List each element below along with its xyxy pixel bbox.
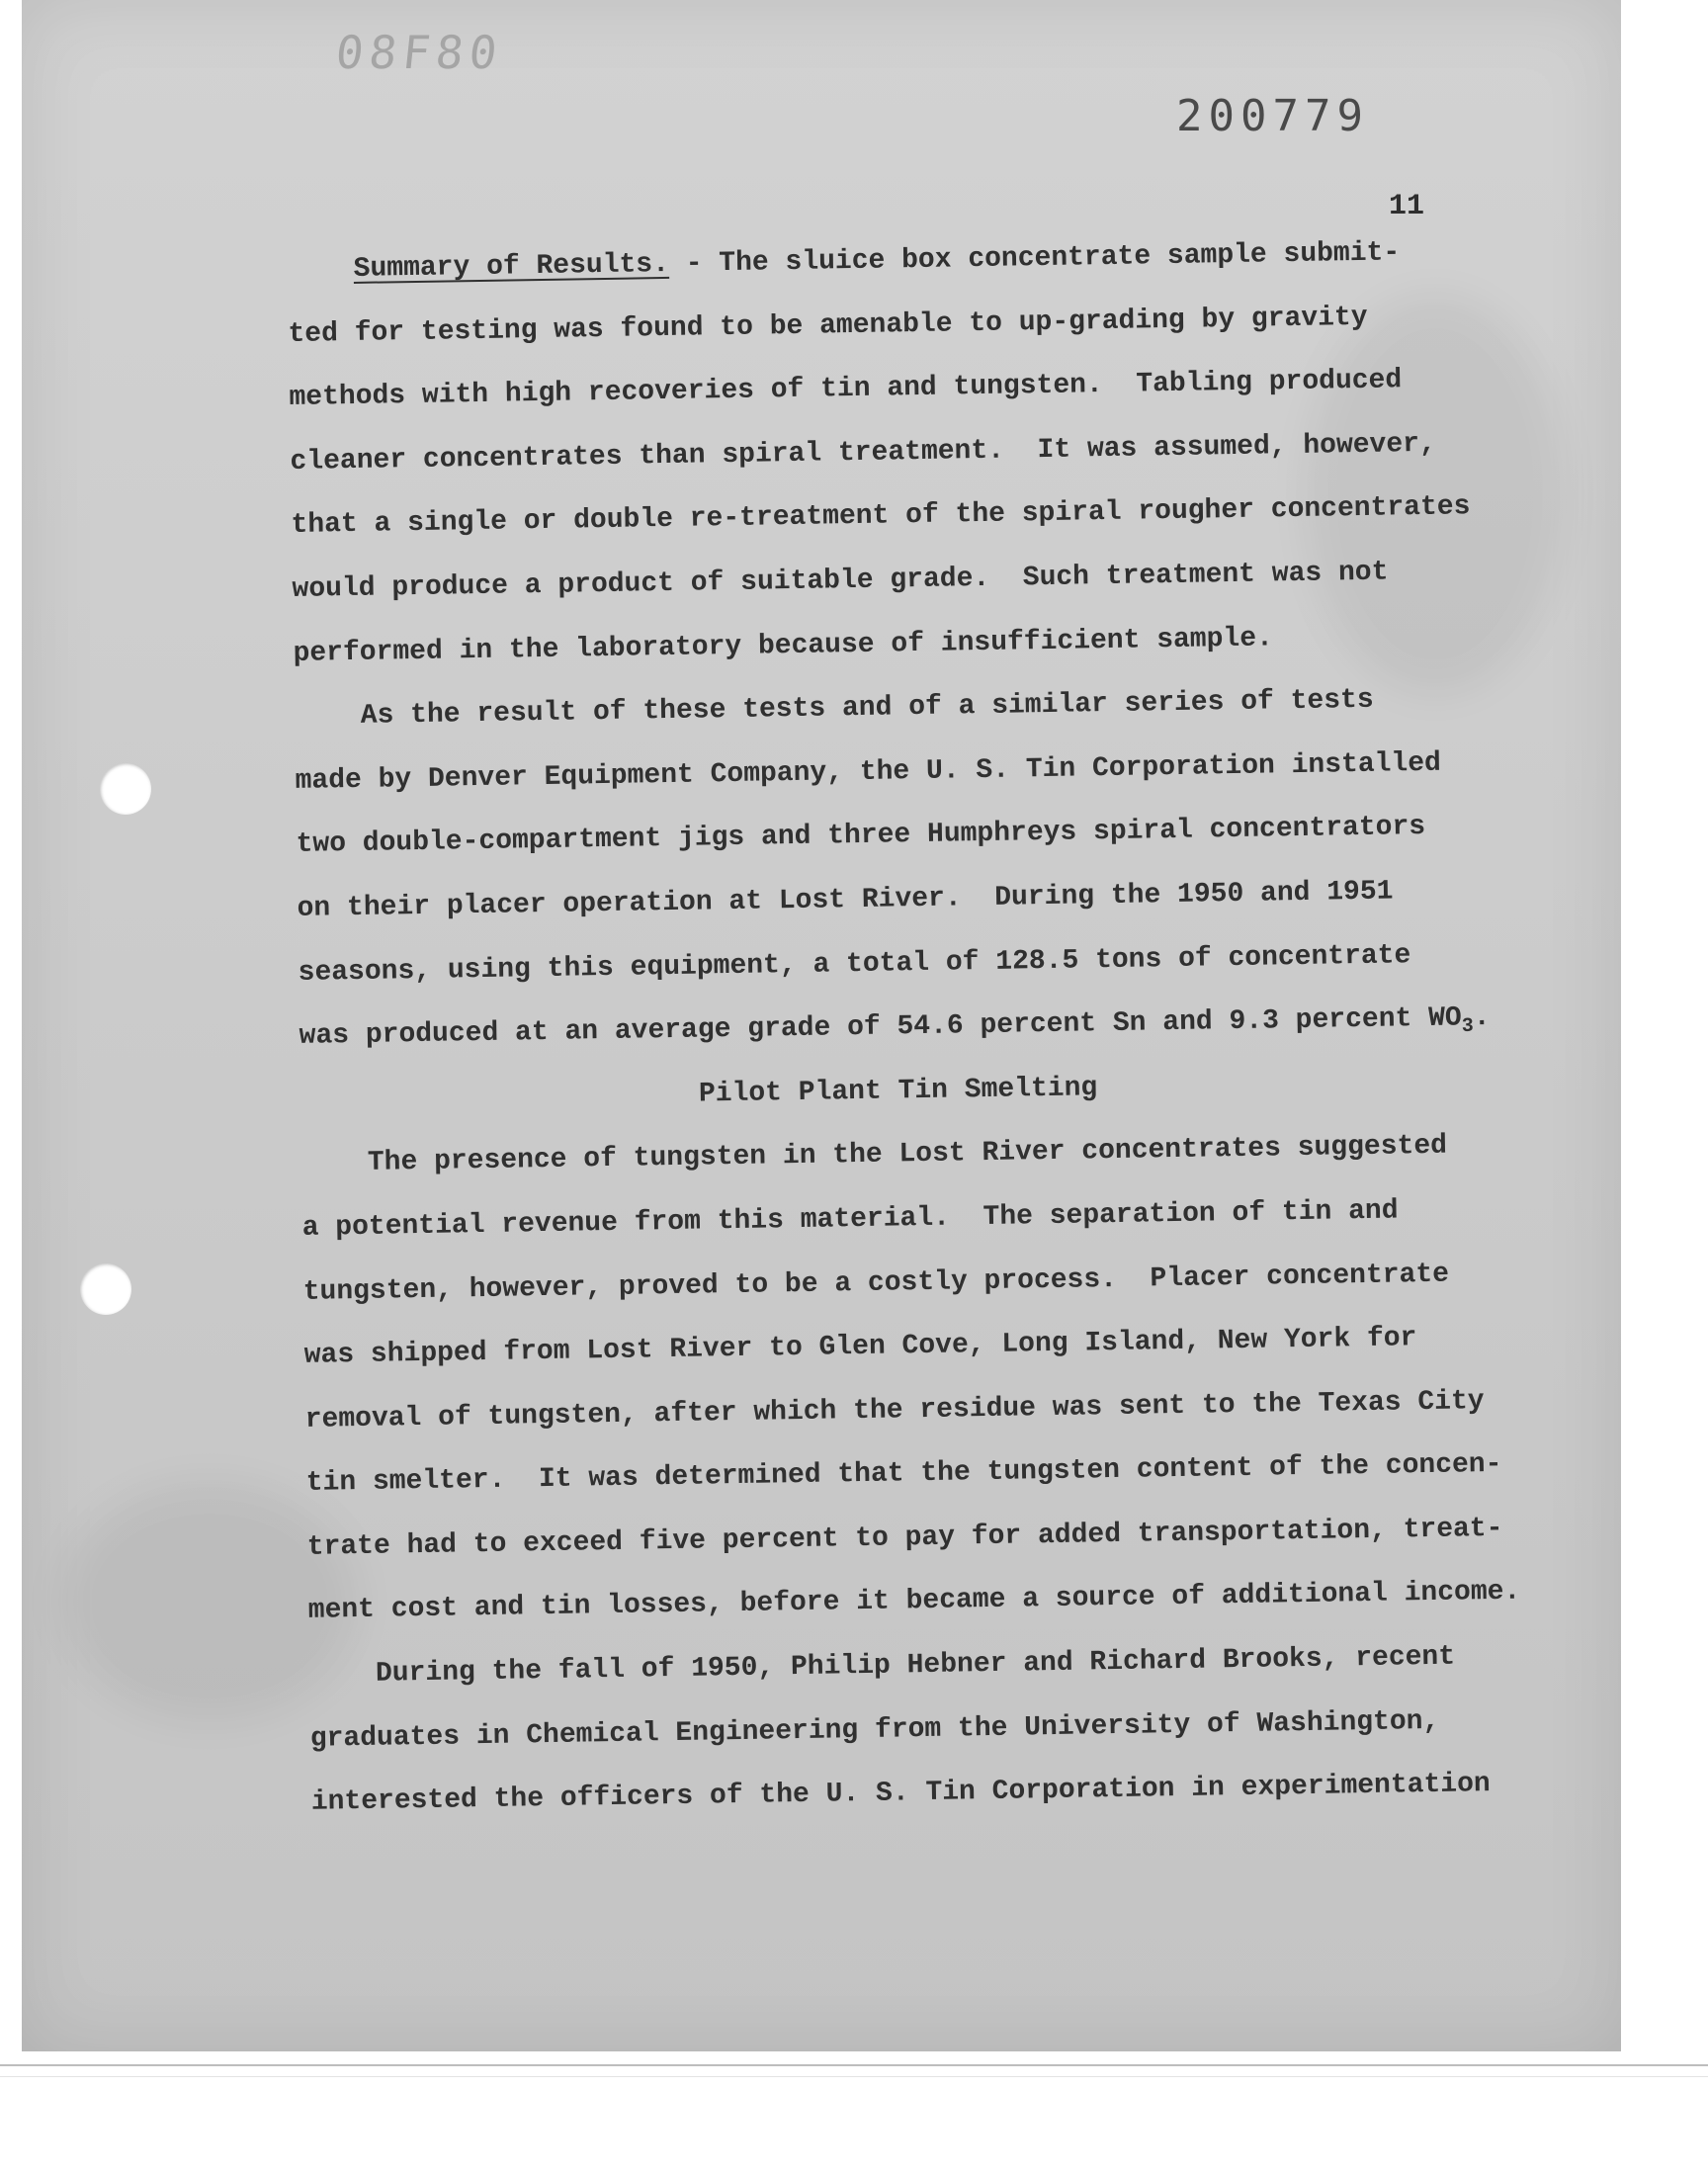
text-line: methods with high recoveries of tin and tungsten. Tabling produced	[289, 365, 1403, 414]
formula-line-text: was produced at an average grade of 54.6 percent Sn and 9.3 percent WO	[299, 1002, 1462, 1053]
page-number: 11	[1389, 190, 1425, 223]
document-number-stamp: 200779	[1176, 91, 1369, 141]
summary-heading: Summary of Results.	[353, 248, 670, 285]
text-line: would produce a product of suitable grade. Such treatment was not	[292, 557, 1389, 605]
text-line: graduates in Chemical Engineering from the University of Washington,	[309, 1705, 1440, 1755]
text-line: As the result of these tests and of a similar series of tests	[294, 684, 1374, 734]
text-line: performed in the laboratory because of insufficient sample.	[293, 622, 1274, 669]
text-line: ment cost and tin losses, before it became a source of additional income.	[307, 1577, 1521, 1627]
scan-edge-line	[0, 2064, 1708, 2066]
text-line: removal of tungsten, after which the residue was sent to the Texas City	[304, 1385, 1485, 1436]
text-line: interested the officers of the U. S. Tin Corporation in experimentation	[310, 1769, 1491, 1819]
text-line: seasons, using this equipment, a total of 128.5 tons of concentrate	[298, 939, 1411, 989]
text-line: a potential revenue from this material. The separation of tin and	[301, 1195, 1399, 1244]
text-line: The presence of tungsten in the Lost River concentrates suggested	[300, 1130, 1448, 1180]
faint-document-stamp: 08F80	[333, 26, 506, 79]
text-line: cleaner concentrates than spiral treatment. It was assumed, however,	[290, 428, 1437, 478]
paper-sheet	[22, 0, 1621, 2051]
typed-body-text	[287, 220, 1537, 1836]
text-line: two double-compartment jigs and three Humphreys spiral concentrators	[296, 812, 1426, 861]
punch-hole	[80, 1263, 131, 1315]
text-line: was shipped from Lost River to Glen Cove, Long Island, New York for	[303, 1323, 1417, 1371]
scan-edge-line	[0, 2076, 1708, 2077]
chemical-subscript: 3	[1461, 1014, 1475, 1039]
text-line: on their placer operation at Lost River. During the 1950 and 1951	[297, 876, 1394, 924]
text-line: During the fall of 1950, Philip Hebner and Richard Brooks, recent	[308, 1641, 1456, 1691]
formula-line-end: .	[1473, 1002, 1491, 1034]
text-line: made by Denver Equipment Company, the U. S. Tin Corporation installed	[295, 747, 1442, 797]
summary-first-line-text: - The sluice box concentrate sample submit-	[668, 237, 1401, 280]
section-heading: Pilot Plant Tin Smelting	[698, 1072, 1098, 1110]
text-line: tungsten, however, proved to be a costly process. Placer concentrate	[302, 1259, 1450, 1308]
text-line: trate had to exceed five percent to pay for added transportation, treat-	[306, 1513, 1503, 1563]
text-line: that a single or double re-treatment of the spiral rougher concentrates	[291, 491, 1471, 542]
text-line: tin smelter. It was determined that the tungsten content of the concen-	[305, 1449, 1502, 1500]
text-line: ted for testing was found to be amenable to up-grading by gravity	[288, 302, 1368, 350]
punch-hole	[100, 763, 151, 815]
